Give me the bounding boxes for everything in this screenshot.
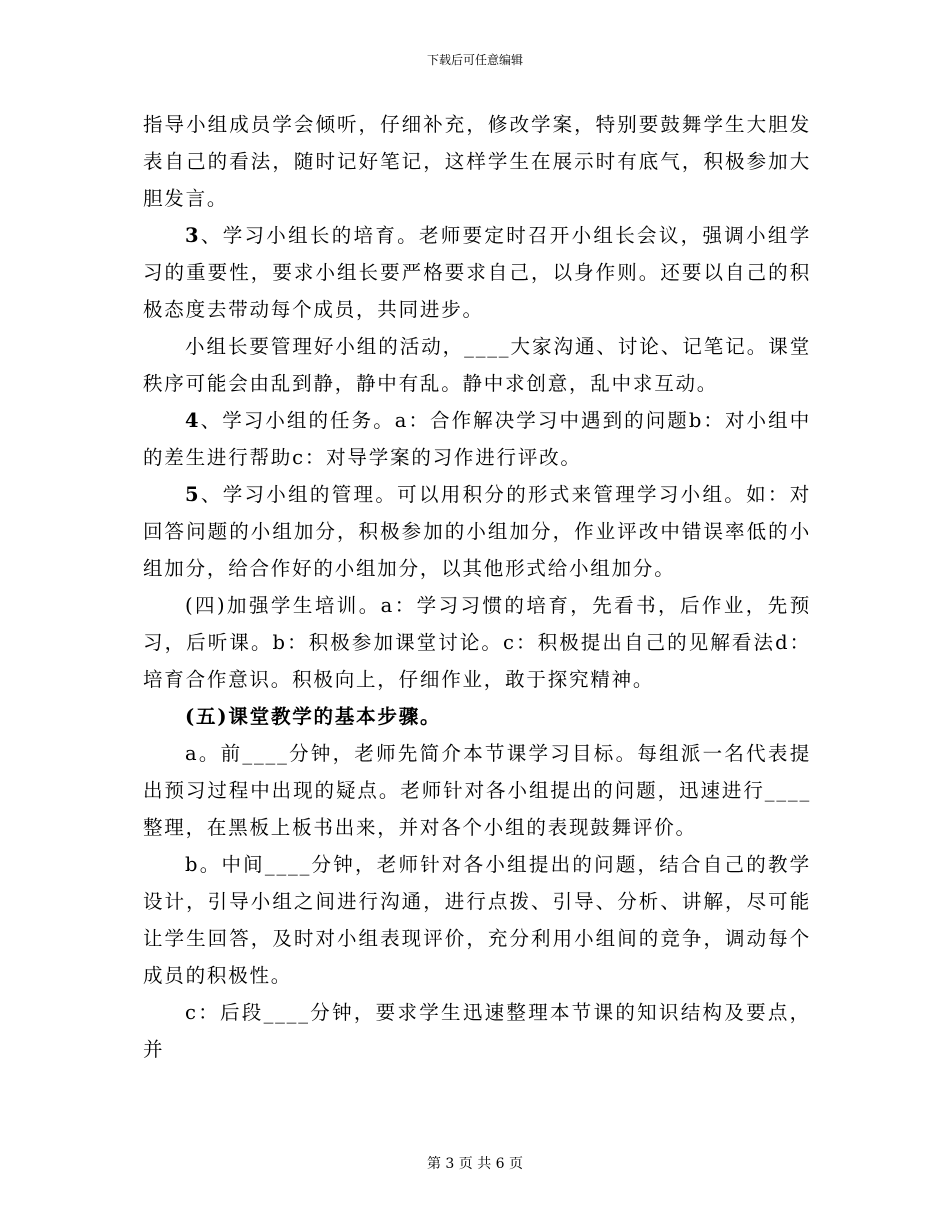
document-body [143,106,811,1068]
paragraph-10: c：后段____分钟，要求学生迅速整理本节课的知识结构及要点，并 [143,1001,811,1061]
item-number-4: 4 [185,409,201,432]
paragraph-5 [143,476,811,587]
paragraph-2 [143,217,811,328]
page-header: 下载后可任意编辑 [426,53,523,67]
paragraph-6: (四)加强学生培训。a：学习习惯的培育，先看书，后作业，先预习，后听课。b：积极参加课堂讨论。c：积极提出自己的见解看法d：培育合作意识。积极向上，仔细作业，敢于探究精神。 [143,594,811,691]
paragraph-3: 小组长要管理好小组的活动，____大家沟通、讨论、记笔记。课堂秩序可能会由乱到静，静中有乱。静中求创意，乱中求互动。 [143,335,811,395]
page-footer: 第 3 页 共 6 页 [426,1156,524,1172]
item-number-5: 5 [185,483,201,506]
paragraph-8: a。前____分钟，老师先简介本节课学习目标。每组派一名代表提出预习过程中出现的疑点。老师针对各小组提出的问题，迅速进行____整理，在黑板上板书出来，并对各个小组的表现鼓舞评价。 [143,742,811,839]
paragraph-1: 指导小组成员学会倾听，仔细补充，修改学案，特别要鼓舞学生大胆发表自己的看法，随时记好笔记，这样学生在展示时有底气，积极参加大胆发言。 [143,113,811,210]
paragraph-4 [143,402,811,476]
paragraph-2-text: 、学习小组长的培育。老师要定时召开小组长会议，强调小组学习的重要性，要求小组长要严格要求自己，以身作则。还要以自己的积极态度去带动每个成员，共同进步。 [143,224,811,321]
paragraph-4-text: 、学习小组的任务。a：合作解决学习中遇到的问题b：对小组中的差生进行帮助c：对导学案的习作进行评改。 [143,409,811,469]
paragraph-9: b。中间____分钟，老师针对各小组提出的问题，结合自己的教学设计，引导小组之间进行沟通，进行点拨、引导、分析、讲解，尽可能让学生回答，及时对小组表现评价，充分利用小组间的竞争，调动每个成员的积极性。 [143,853,811,987]
paragraph-5-text: 、学习小组的管理。可以用积分的形式来管理学习小组。如：对回答问题的小组加分，积极参加的小组加分，作业评改中错误率低的小组加分，给合作好的小组加分，以其他形式给小组加分。 [143,483,811,580]
item-number-3: 3 [185,224,201,247]
section-heading-5: (五)课堂教学的基本步骤。 [185,705,442,728]
